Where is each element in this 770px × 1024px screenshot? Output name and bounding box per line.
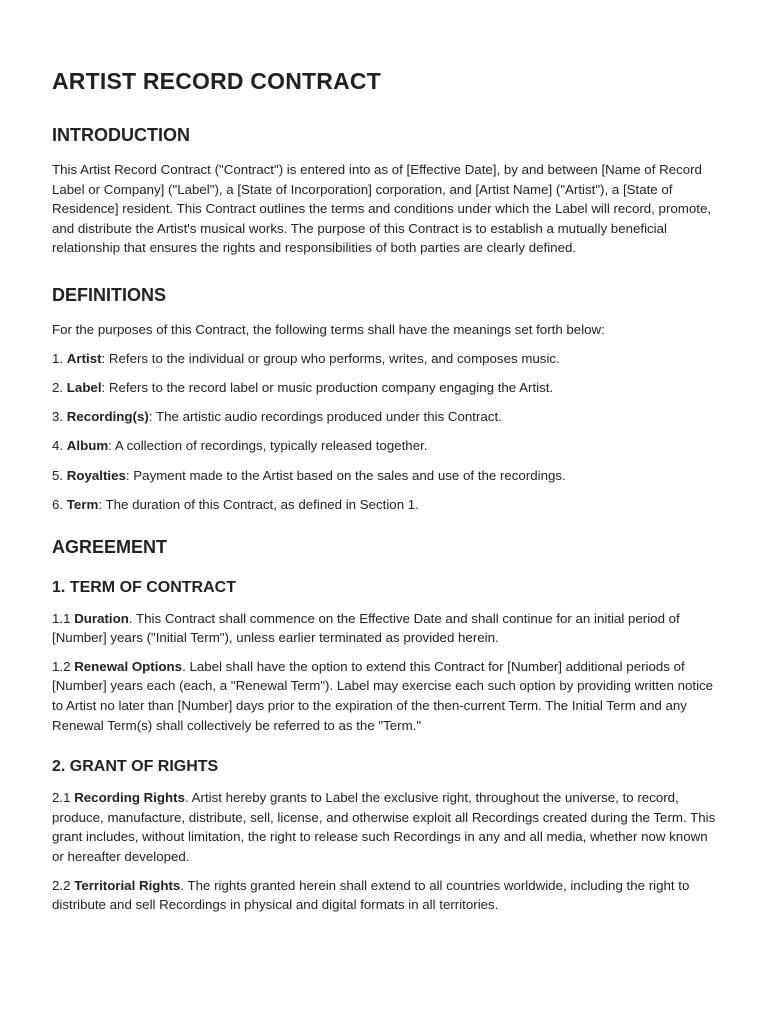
definition-number: 1. (52, 350, 67, 366)
clause-renewal-options (52, 657, 718, 735)
document-title: ARTIST RECORD CONTRACT (52, 68, 381, 94)
definition-number: 2. (52, 379, 67, 395)
clause-text: . This Contract shall commence on the Effective Date and shall continue for an initial period of [Number] years ("Initial Term"), unless earlier terminated as provided herein. (52, 610, 680, 646)
definition-number: 3. (52, 409, 67, 425)
definition-item-label (52, 378, 718, 398)
definition-term: Royalties (66, 467, 126, 483)
definition-item-album (52, 436, 718, 456)
clause-number: 1.2 (52, 658, 75, 674)
definition-term: Artist (66, 350, 102, 366)
section-heading-grant-of-rights: 2. GRANT OF RIGHTS (52, 758, 219, 776)
definition-text: : The artistic audio recordings produced under this Contract. (148, 409, 502, 425)
clause-text: . The rights granted herein shall extend to all countries worldwide, including the right to distribute and sell Recordings in physical and digital formats in all territories. (52, 877, 690, 913)
section-heading-term-of-contract: 1. TERM OF CONTRACT (52, 578, 236, 596)
definition-number: 5. (52, 467, 67, 483)
clause-term: Renewal Options (74, 658, 183, 674)
definition-number: 6. (52, 496, 67, 512)
definition-text: : The duration of this Contract, as defined in Section 1. (98, 496, 419, 512)
introduction-heading: INTRODUCTION (52, 125, 190, 145)
definition-text: : Refers to the individual or group who performs, writes, and composes music. (101, 350, 560, 366)
definitions-heading: DEFINITIONS (52, 284, 167, 305)
definition-item-recordings (52, 407, 718, 427)
introduction-paragraph: This Artist Record Contract ("Contract") is entered into as of [Effective Date], by and between [Name of Record Label or Company] ("Label"), a [State of Incorporation] corporation, and [Artist Name] ("Artist"), a [State of Residence] resident. This Contract outlines the terms and conditions under which the Label will record, promote, and distribute the Artist's musical works. The purpose of this Contract is to establish a mutually beneficial relationship that ensures the rights and responsibilities of both parties are clearly defined. (52, 162, 712, 256)
clause-recording-rights (52, 788, 718, 866)
definition-item-artist (52, 349, 718, 369)
clause-term: Territorial Rights (74, 877, 181, 893)
clause-duration (52, 609, 718, 648)
clause-term: Duration (74, 610, 129, 626)
clause-number: 2.2 (52, 877, 75, 893)
definition-number: 4. (52, 438, 67, 454)
definition-item-royalties (52, 466, 718, 486)
definition-term: Label (66, 379, 102, 395)
agreement-heading: AGREEMENT (52, 536, 168, 557)
definition-term: Recording(s) (66, 409, 149, 425)
clause-number: 1.1 (52, 610, 75, 626)
clause-term: Recording Rights (74, 790, 185, 806)
clause-text: . Artist hereby grants to Label the exclusive right, throughout the universe, to record, produce, manufacture, distribute, sell, license, and otherwise exploit all Recordings created during the Term. This grant includes, without limitation, the right to release such Recordings in any and all media, whether now known or hereafter developed. (52, 790, 716, 864)
definition-text: : Payment made to the Artist based on the sales and use of the recordings. (125, 467, 566, 483)
definitions-lead: For the purposes of this Contract, the following terms shall have the meanings set forth below: (52, 321, 605, 337)
definitions-list (52, 349, 718, 515)
definition-term: Album (66, 438, 109, 454)
clause-territorial-rights (52, 876, 718, 915)
definition-text: : A collection of recordings, typically released together. (108, 438, 428, 454)
definition-text: : Refers to the record label or music production company engaging the Artist. (101, 379, 554, 395)
clause-number: 2.1 (52, 790, 75, 806)
clause-text: . Label shall have the option to extend this Contract for [Number] additional periods of [Number] years each (each, a "Renewal Term"). Label may exercise each such option by providing written notice to Artist no later than [Number] days prior to the expiration of the then-current Term. The Initial Term and any Renewal Term(s) shall collectively be referred to as the "Term." (52, 658, 714, 733)
definition-term: Term (66, 496, 99, 512)
definition-item-term (52, 495, 718, 515)
